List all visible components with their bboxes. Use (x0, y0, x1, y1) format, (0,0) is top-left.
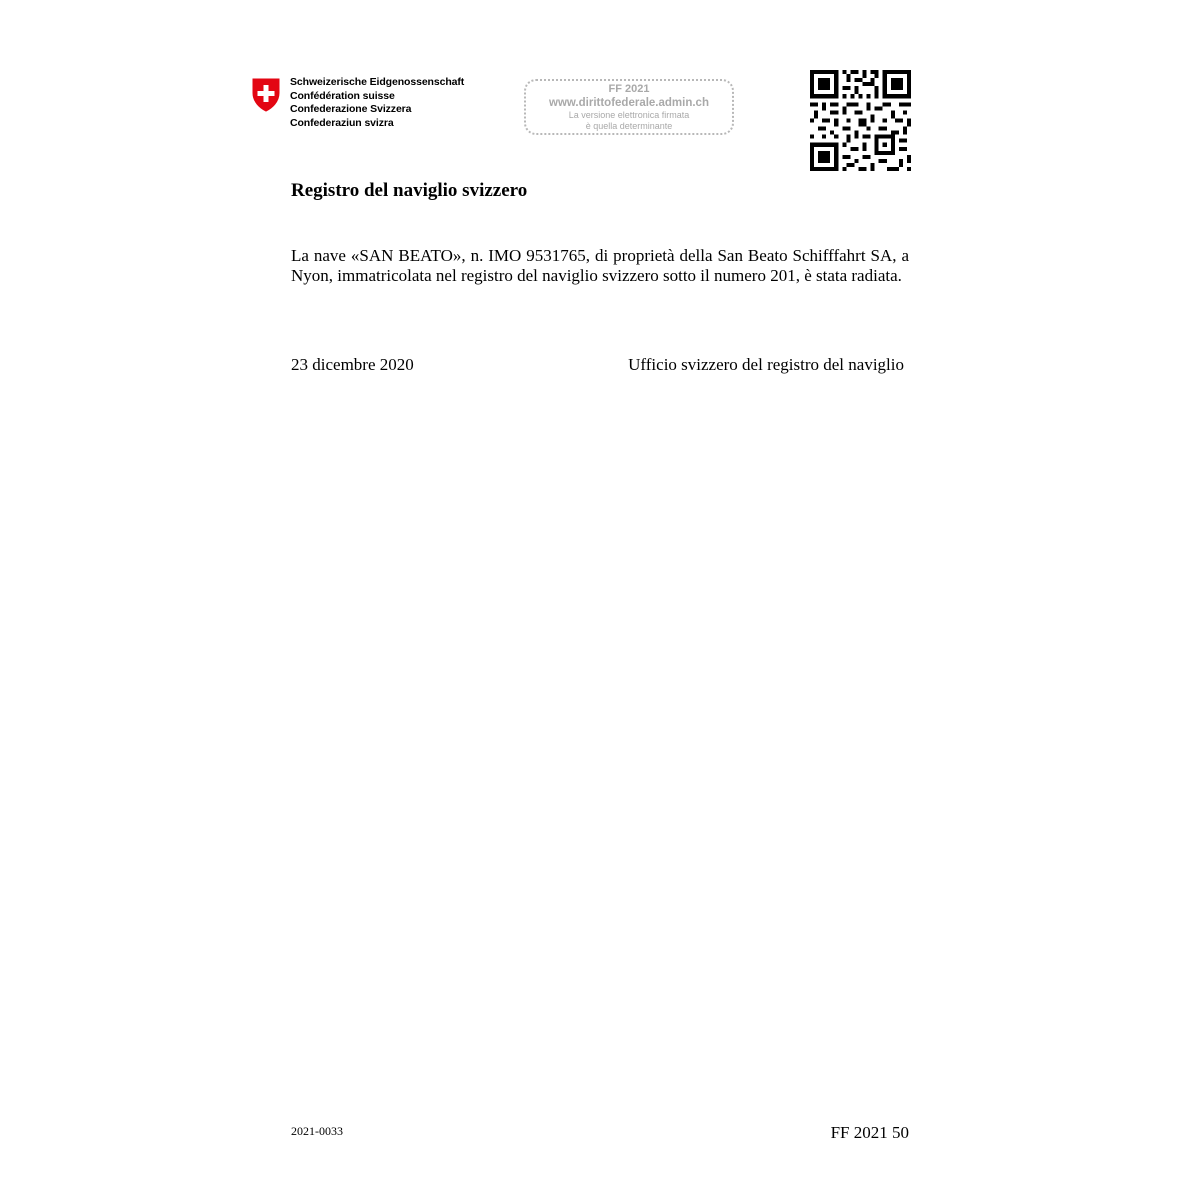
federation-name-it: Confederazione Svizzera (290, 103, 412, 116)
stamp-website: www.dirittofederale.admin.ch (549, 97, 709, 109)
stamp-note-1: La versione elettronica firmata (568, 110, 690, 120)
federation-name-fr: Confédération suisse (290, 89, 395, 102)
document-number: 2021-0033 (291, 1124, 343, 1138)
federation-name-rm: Confederaziun svizra (290, 116, 394, 129)
document-title: Registro del naviglio svizzero (291, 180, 528, 201)
document-body: La nave «SAN BEATO», n. IMO 9531765, di proprietà della San Beato Schifffahrt SA, a Nyon, immatricolata nel registro del naviglio svizzero sotto il numero 201, è stata radiata. (291, 246, 909, 285)
federal-brand (252, 76, 464, 130)
federation-name-de: Schweizerische Eidgenossenschaft (290, 76, 465, 88)
issuing-office: Ufficio svizzero del registro del naviglio (628, 355, 904, 374)
stamp-reference: FF 2021 (608, 83, 650, 95)
qr-code-icon (810, 70, 911, 171)
stamp-note-2: è quella determinante (585, 121, 673, 131)
publication-stamp (524, 79, 734, 135)
publication-reference: FF 2021 50 (830, 1123, 909, 1142)
federation-names (290, 76, 464, 130)
swiss-cross-shield-icon (252, 78, 280, 112)
document-date: 23 dicembre 2020 (291, 355, 414, 374)
